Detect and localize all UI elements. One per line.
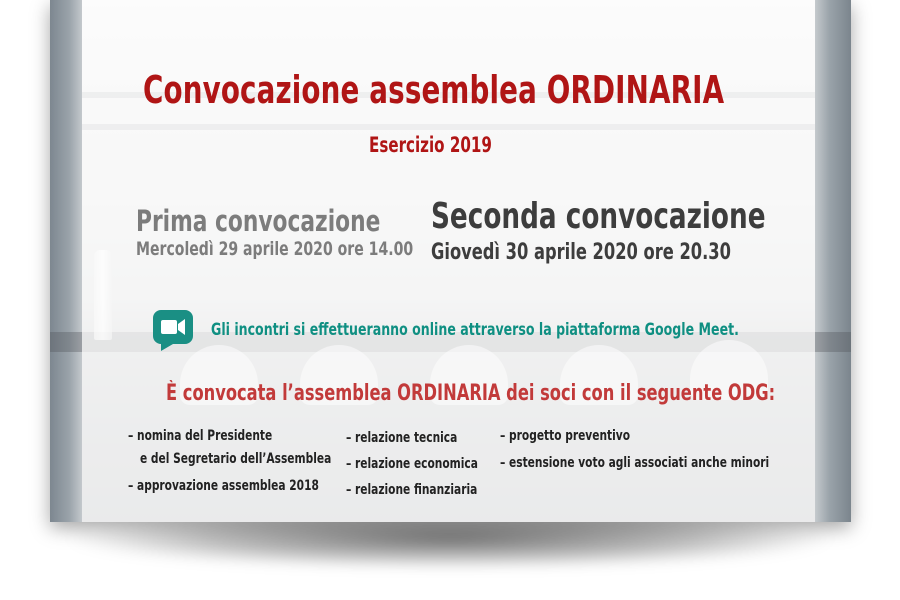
second-call-date: Giovedì 30 aprile 2020 ore 20.30 xyxy=(431,240,731,265)
agenda-item: – relazione tecnica xyxy=(346,430,458,446)
google-meet-icon xyxy=(151,308,195,352)
right-pillar xyxy=(815,0,851,522)
agenda-item: – nomina del Presidente xyxy=(128,428,273,444)
agenda-title: È convocata l’assemblea ORDINARIA dei soci con il seguente ODG: xyxy=(166,381,776,406)
agenda-item: – relazione economica xyxy=(346,456,478,472)
agenda-item: – approvazione assemblea 2018 xyxy=(128,478,319,494)
first-call-label: Prima convocazione xyxy=(136,204,381,238)
agenda-item: – relazione finanziaria xyxy=(346,482,478,498)
agenda-item: e del Segretario dell’Assemblea xyxy=(140,451,332,467)
left-pillar xyxy=(50,0,82,522)
agenda-item: – progetto preventivo xyxy=(500,428,631,444)
second-call-label: Seconda convocazione xyxy=(431,196,766,237)
first-call-date: Mercoledì 29 aprile 2020 ore 14.00 xyxy=(136,238,414,260)
agenda-item: – estensione voto agli associati anche minori xyxy=(500,455,770,471)
page-title: Convocazione assemblea ORDINARIA xyxy=(143,68,725,112)
page-subtitle: Esercizio 2019 xyxy=(369,133,492,157)
online-meeting-note: Gli incontri si effettueranno online attraverso la piattaforma Google Meet. xyxy=(211,320,739,340)
